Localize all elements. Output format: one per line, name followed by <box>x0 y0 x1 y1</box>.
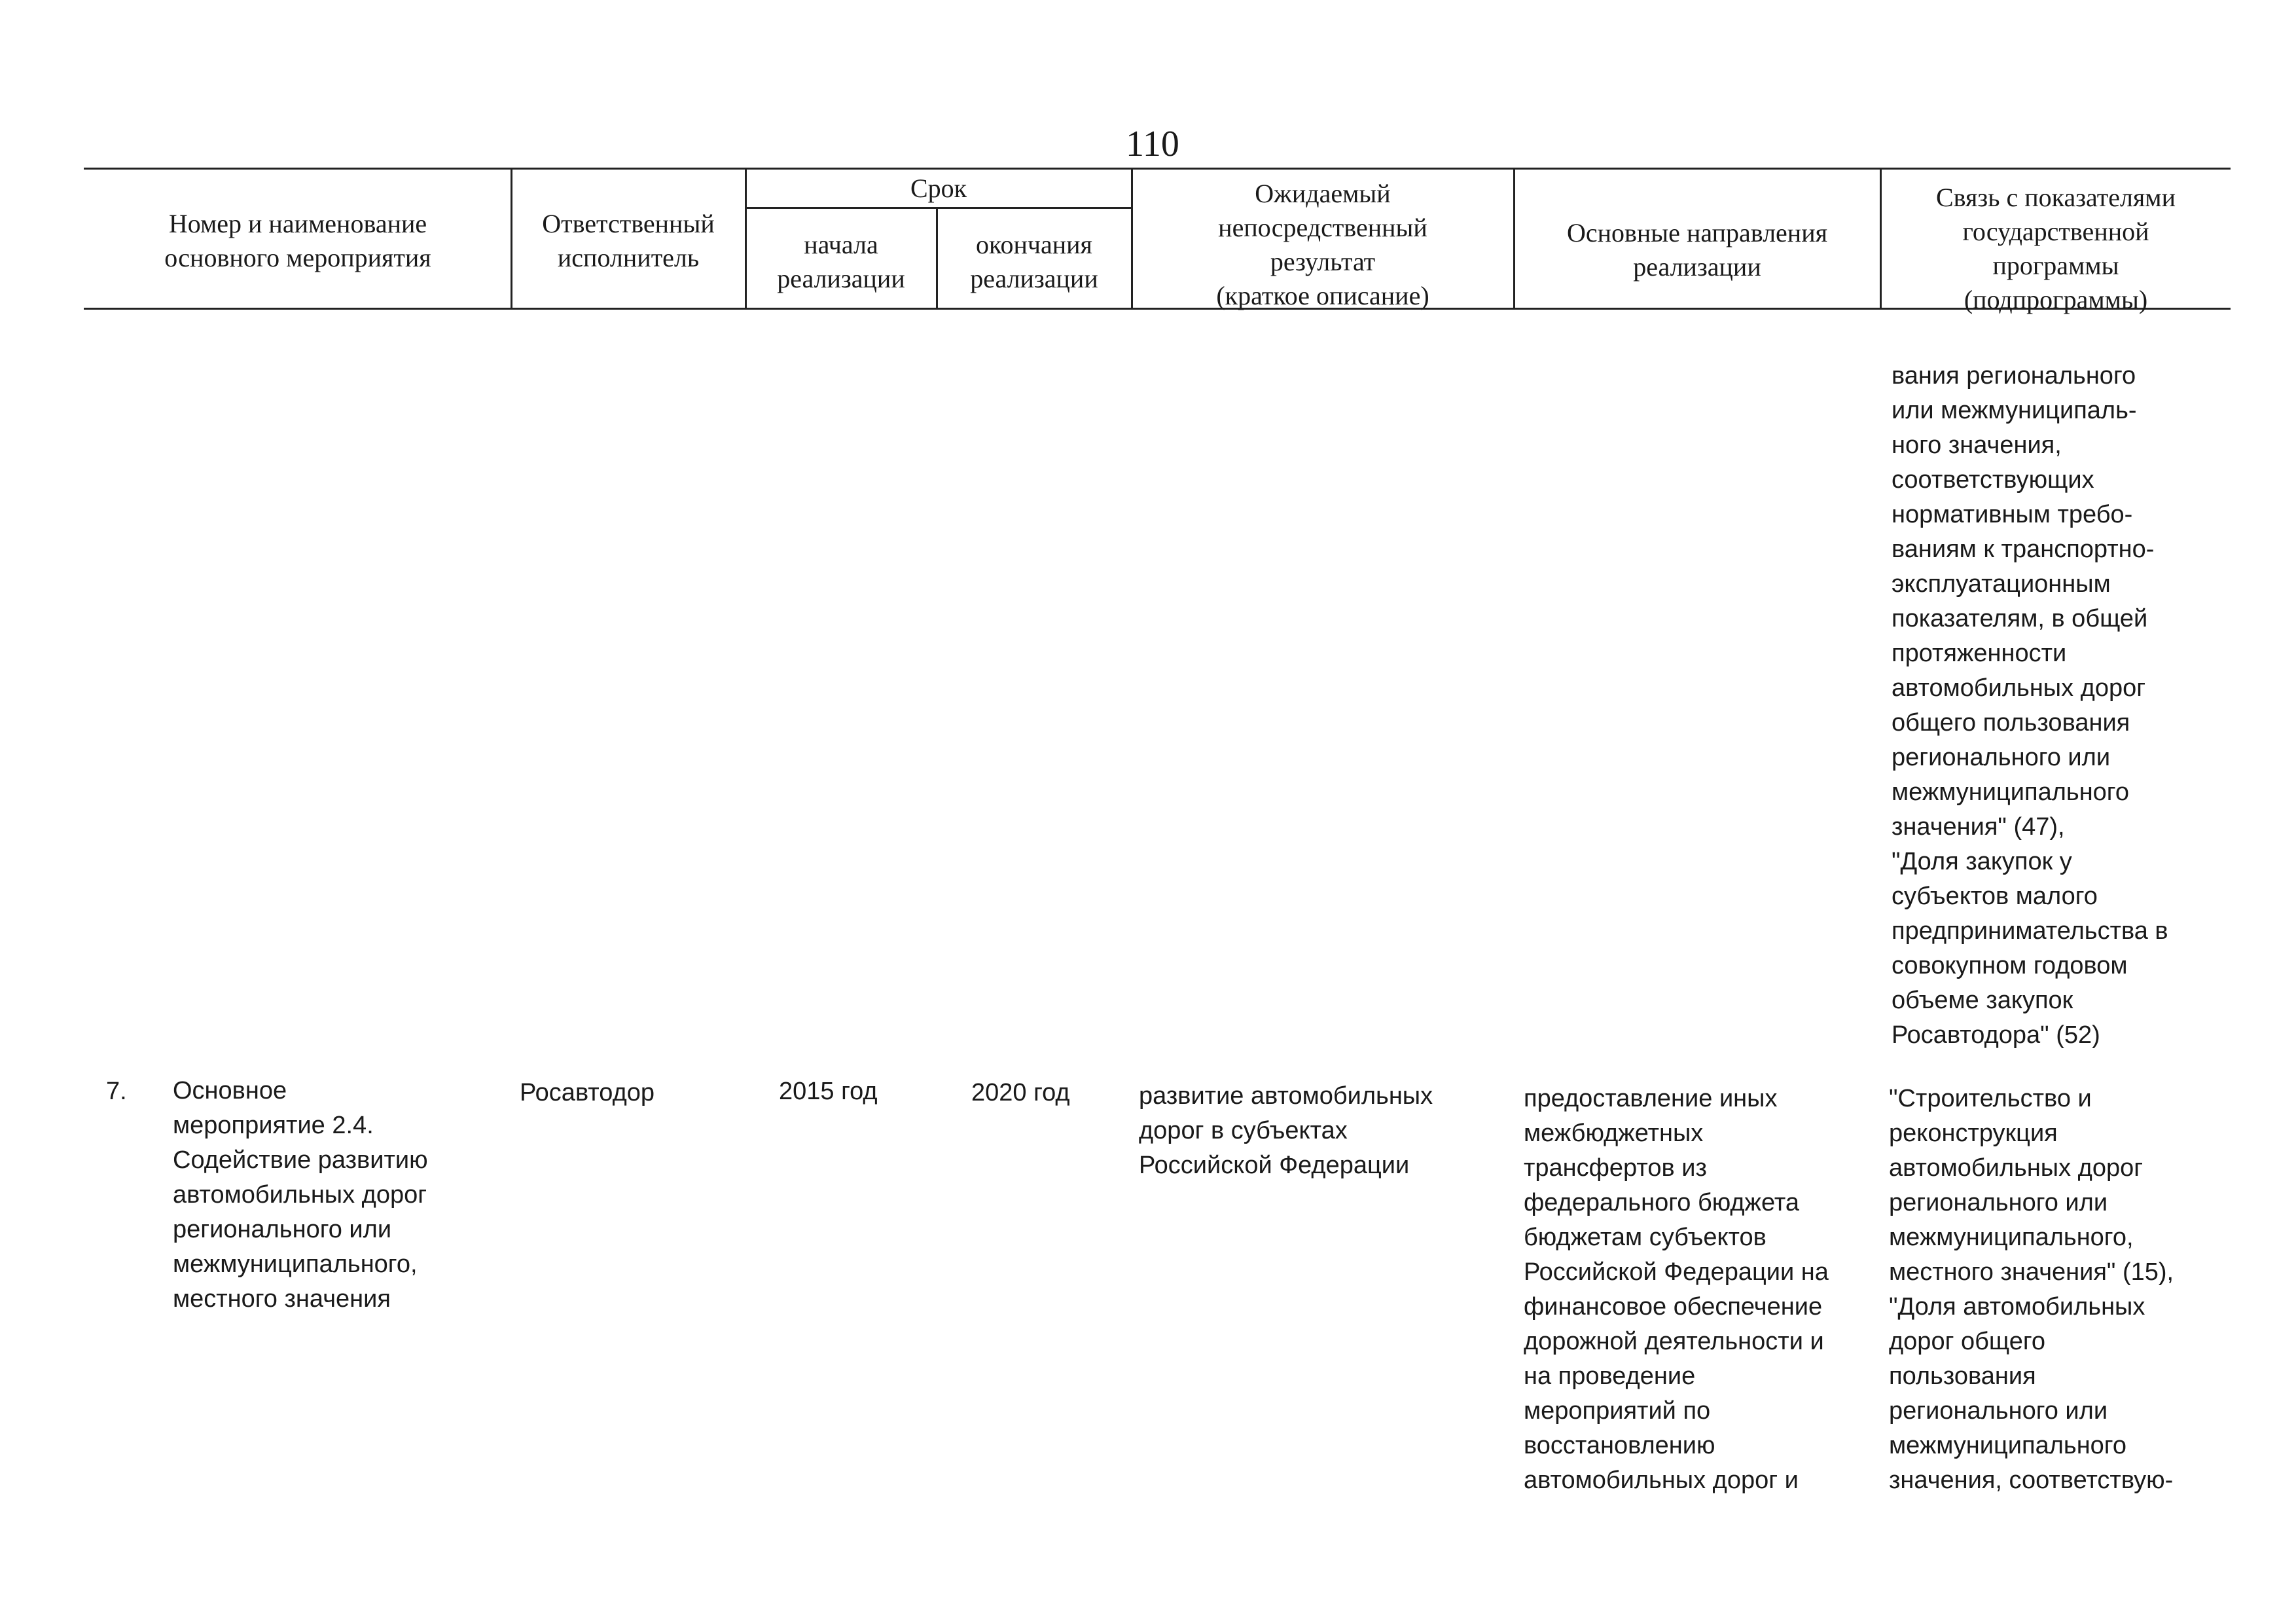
row-link: "Строительство и реконструкция автомобильных дорог регионального или межмуниципального, местного значения" (15), "Доля автомобильных дорог общего пользования регионального или межмуниципального значения, соответствую- <box>1889 1085 2174 1494</box>
header-start: начала реализации <box>777 230 905 293</box>
page-number: 110 <box>1126 124 1179 164</box>
header-term: Срок <box>910 173 967 203</box>
header-directions: Основные направления реализации <box>1566 218 1828 282</box>
continuation-link-text: вания регионального или межмуниципаль- ного значения, соответствующих нормативным требо- ваниям к транспортно- эксплуатационным показателям, в общей протяженности автомобильных дорог общего пользования регионального или межмуниципального значения" (47), "Доля закупок у субъектов малого предпринимательства в совокупном годовом объеме закупок Росавтодора" (52) <box>1892 362 2168 1049</box>
row-start: 2015 год <box>779 1078 878 1105</box>
header-end: окончания реализации <box>970 230 1098 293</box>
row-directions: предоставление иных межбюджетных трансфертов из федерального бюджета бюджетам субъектов Российской Федерации на финансовое обеспечение дорожной деятельности и на проведение мероприятий по восстановлению автомобильных дорог и <box>1524 1085 1829 1494</box>
header-responsible: Ответственный исполнитель <box>542 209 715 272</box>
header-name: Номер и наименование основного мероприятия <box>164 209 431 272</box>
term-divider-rule <box>745 207 1131 209</box>
row-end: 2020 год <box>971 1079 1070 1106</box>
header-result: Ожидаемый непосредственный результат (краткое описание) <box>1216 179 1429 310</box>
row-result: развитие автомобильных дорог в субъектах Российской Федерации <box>1139 1082 1433 1179</box>
row-number: 7. <box>106 1078 127 1105</box>
header-link: Связь с показателями государственной программы (подпрограммы) <box>1935 183 2176 314</box>
row-responsible: Росавтодор <box>520 1079 655 1106</box>
row-name: Основное мероприятие 2.4. Содействие развитию автомобильных дорог регионального или межмуниципального, местного значения <box>173 1077 428 1313</box>
table-top-rule <box>84 168 2231 170</box>
